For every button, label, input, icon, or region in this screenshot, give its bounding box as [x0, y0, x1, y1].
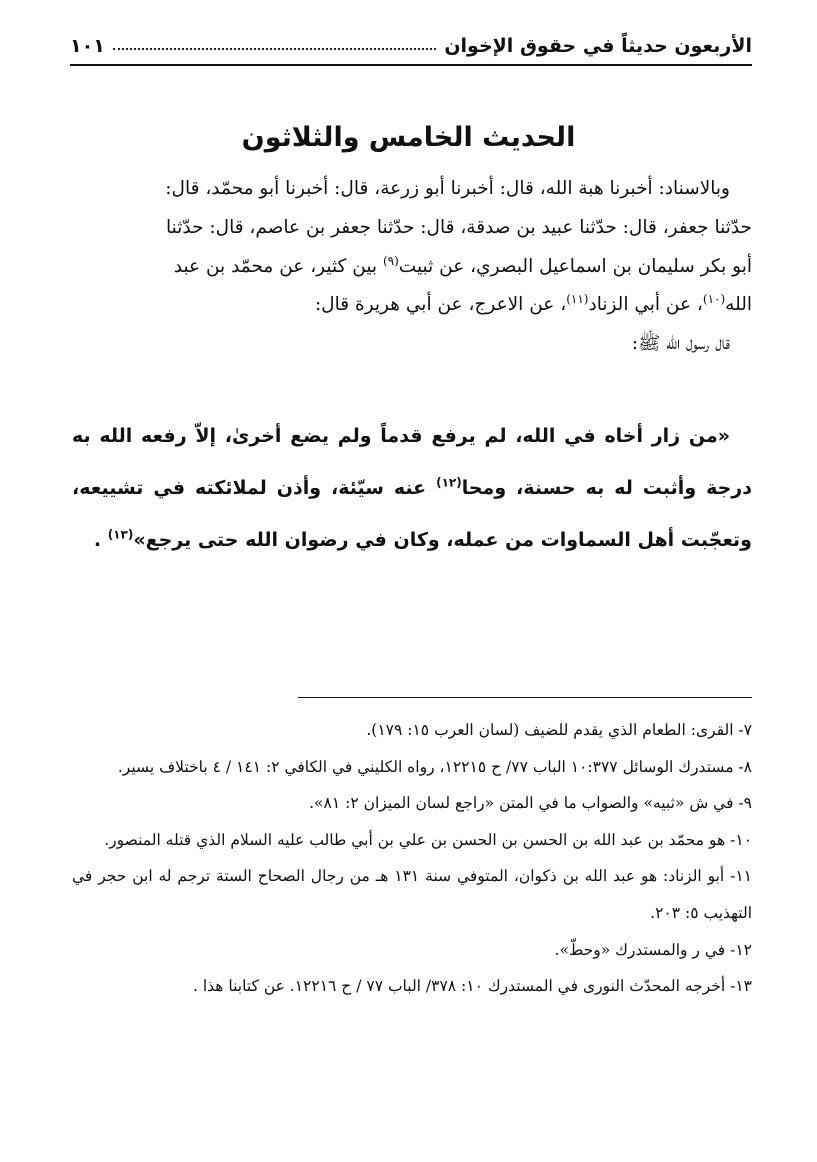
- footnote-12: ١٢- في ر والمستدرك «وحطّ».: [554, 940, 752, 959]
- footnote-ref-13[interactable]: (١٣): [107, 527, 134, 542]
- hadith-heading: الحديث الخامس والثلاثون: [241, 122, 576, 153]
- narration-line: [72, 248, 752, 287]
- footnote-separator: [298, 697, 752, 698]
- header-dot-leader: [113, 48, 437, 50]
- narration-text: ، عن الاعرج، عن أبي هريرة قال:: [314, 294, 567, 316]
- hadith-text: [72, 410, 752, 566]
- hadith-text-part: .: [93, 529, 108, 551]
- narration-line: قال رسول الله ﷺ:: [631, 333, 730, 355]
- narration-line: [72, 286, 752, 325]
- footnote-7: ٧- القرى: الطعام الذي يقدم للضيف (لسان العرب ١٥: ١٧٩).: [366, 721, 752, 739]
- footnotes: [72, 712, 752, 1005]
- narration-line: حدّثنا جعفر، قال: حدّثنا عبيد بن صدقة، قال: حدّثنا جعفر بن عاصم، قال: حدّثنا: [166, 216, 752, 238]
- running-header-title: الأربعون حديثاً في حقوق الإخوان: [444, 35, 752, 57]
- footnote-ref-11[interactable]: (١١): [566, 292, 589, 307]
- narration-text: بين كثير، عن محمّد بن عبد: [173, 255, 383, 277]
- narration-text: الله: [725, 294, 752, 316]
- footnote-13: ١٣- أخرجه المحدّث النورى في المستدرك ١٠: ٣٧٨/ الباب ٧٧ / ح ١٢٢١٦. عن كتابنا هذا .: [193, 977, 752, 996]
- hadith-text-part: عنه سيّئة، وأذن لملائكته في تشييعه، وتعجّبت أهل السماوات من عمله، وكان في رضوان الله حتى يرجع»: [72, 477, 752, 551]
- narration-text: أبو بكر سليمان بن اسماعيل البصري، عن ثبيت: [398, 255, 752, 277]
- footnote-8: ٨- مستدرك الوسائل ١٠:٣٧٧ الباب ٧٧/ ح ١٢٢١٥، رواه الكليني في الكافي ٢: ١٤١ / ٤ باختلاف يسير.: [117, 757, 752, 776]
- page-number: ١٠١: [70, 35, 105, 57]
- footnote-9: ٩- في ش «ثبيه» والصواب ما في المتن «راجع لسان الميزان ٢: ٨١».: [309, 794, 752, 813]
- footnote-11: ١١- أبو الزناد: هو عبد الله بن ذكوان، المتوفي سنة ١٣١ هـ من رجال الصحاح الستة ترجم له ابن حجر في التهذيب ٥: ٢٠٣.: [72, 867, 752, 922]
- chain-of-narration: [72, 170, 752, 364]
- running-header: [70, 28, 752, 66]
- footnote-ref-10[interactable]: (١٠): [702, 292, 726, 307]
- hadith-paragraph: [72, 410, 752, 566]
- footnote-ref-9[interactable]: (٩): [382, 253, 399, 268]
- footnote-ref-12[interactable]: (١٢): [436, 475, 462, 490]
- narration-line: وبالاسناد: أخبرنا هبة الله، قال: أخبرنا أبو زرعة، قال: أخبرنا أبو محمّد، قال:: [165, 178, 730, 199]
- narration-text: ، عن أبي الزناد: [588, 294, 703, 316]
- footnote-10: ١٠- هو محمّد بن عبد الله بن الحسن بن الحسن بن علي بن أبي طالب عليه السلام الذي قتله المنصور.: [104, 830, 752, 849]
- hadith-text-part: «من زار أخاه في الله، لم يرفع قدماً ولم يضع أخرىٰ، إلاّ رفعه الله به درجة وأثبت له به حسنة، ومحا: [72, 425, 752, 499]
